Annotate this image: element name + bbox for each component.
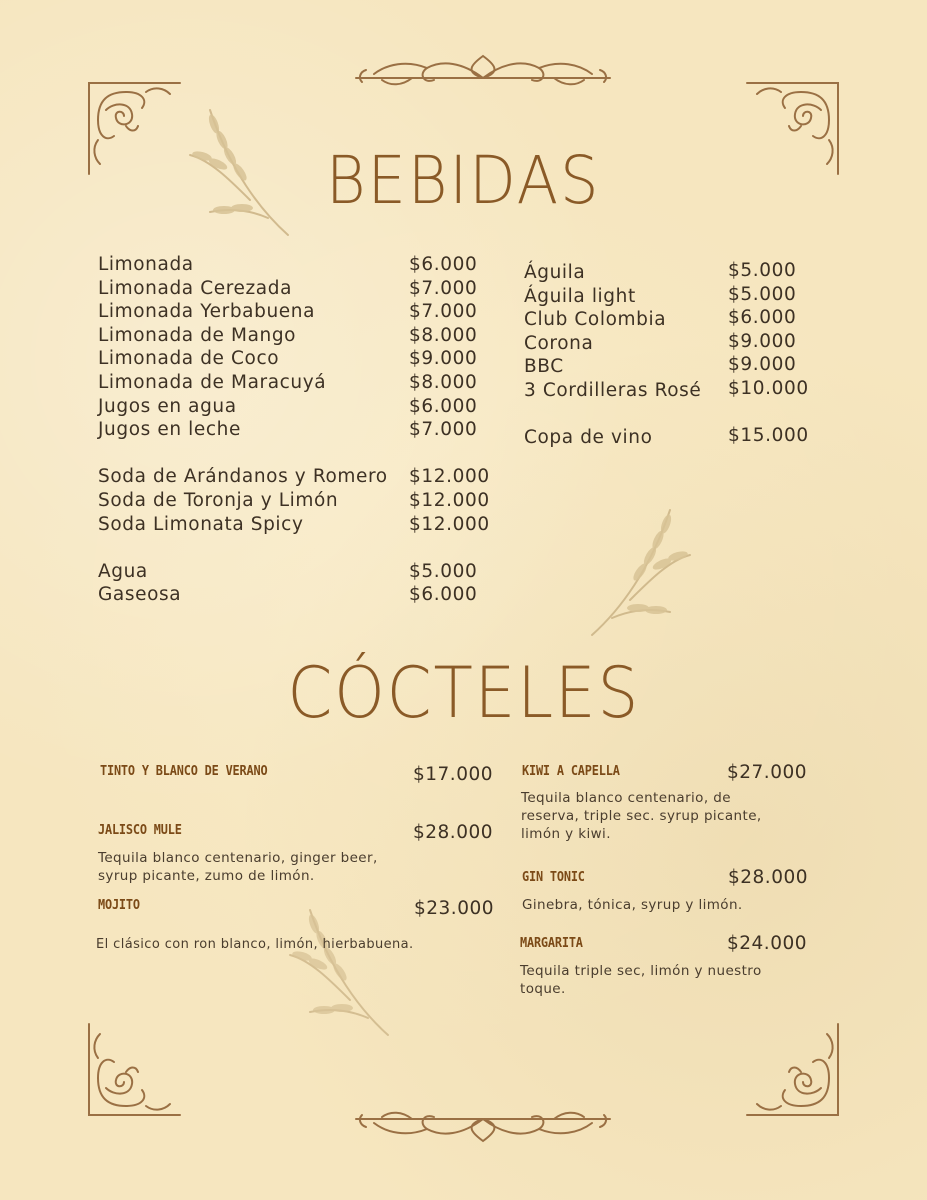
list-item: Limonada de Maracuyá $8.000 <box>98 371 478 393</box>
item-price: $6.000 <box>409 254 478 275</box>
cocktail-description: Ginebra, tónica, syrup y limón. <box>522 897 743 913</box>
item-price: $7.000 <box>409 277 478 299</box>
cocktail-name: JALISCO MULE <box>98 822 182 838</box>
list-spacer <box>524 403 824 427</box>
item-price: $8.000 <box>409 324 478 346</box>
cocktail-price: $28.000 <box>728 867 809 888</box>
list-item: Soda Limonata Spicy $12.000 <box>98 513 490 535</box>
item-price: $12.000 <box>409 513 490 535</box>
item-price: $6.000 <box>728 307 797 329</box>
list-item: Limonada de Coco $9.000 <box>98 348 478 370</box>
item-price: $9.000 <box>728 354 797 376</box>
item-price: $12.000 <box>409 489 490 511</box>
list-item: 3 Cordilleras Rosé $10.000 <box>524 377 809 401</box>
cocktail-name: MOJITO <box>98 897 140 913</box>
item-price: $5.000 <box>728 260 797 281</box>
flourish-bottom-icon <box>352 1105 614 1145</box>
list-spacer <box>98 536 498 560</box>
section-title-cocteles: CÓCTELES <box>287 652 640 734</box>
list-item: Limonada $6.000 <box>98 254 478 275</box>
bebidas-left-list <box>98 253 498 607</box>
wheat-sprig-icon <box>280 900 395 1044</box>
item-price: $9.000 <box>409 348 478 370</box>
item-price: $7.000 <box>409 419 478 441</box>
item-price: $5.000 <box>728 283 797 305</box>
corner-ornament-icon <box>745 1022 841 1118</box>
item-price: $6.000 <box>409 584 478 606</box>
list-item: Club Colombia $6.000 <box>524 307 797 331</box>
corner-ornament-icon <box>86 1022 182 1118</box>
cocktail-description: El clásico con ron blanco, limón, hierbabuena. <box>96 937 414 952</box>
list-item: Águila $5.000 <box>524 260 797 283</box>
item-price: $15.000 <box>728 425 809 447</box>
list-item: BBC $9.000 <box>524 354 797 378</box>
item-price: $10.000 <box>728 377 809 399</box>
list-item: Corona $9.000 <box>524 330 797 354</box>
cocktail-price: $27.000 <box>727 762 808 783</box>
item-price: $7.000 <box>409 301 478 323</box>
list-item: Soda de Arándanos y Romero $12.000 <box>98 466 490 488</box>
list-item: Jugos en leche $7.000 <box>98 419 478 441</box>
item-price: $5.000 <box>409 560 478 582</box>
cocktail-description: Tequila blanco centenario, de reserva, triple sec. syrup picante, limón y kiwi. <box>521 790 762 842</box>
cocktail-description: Tequila blanco centenario, ginger beer, syrup picante, zumo de limón. <box>98 850 378 884</box>
flourish-top-icon <box>352 52 614 92</box>
item-price: $9.000 <box>728 330 797 352</box>
cocktail-price: $23.000 <box>414 898 495 919</box>
list-spacer <box>98 442 498 466</box>
cocktail-price: $28.000 <box>413 822 494 843</box>
cocktail-name: MARGARITA <box>520 935 583 951</box>
cocktail-price: $17.000 <box>413 764 494 785</box>
list-item: Limonada de Mango $8.000 <box>98 324 478 346</box>
cocktail-price: $24.000 <box>727 933 808 954</box>
list-item: Gaseosa $6.000 <box>98 584 478 606</box>
list-item: Copa de vino $15.000 <box>524 425 809 449</box>
bebidas-right-list <box>524 261 824 450</box>
item-price: $8.000 <box>409 371 478 393</box>
list-item: Limonada Yerbabuena $7.000 <box>98 301 478 323</box>
cocktail-name: GIN TONIC <box>522 869 585 885</box>
list-item: Águila light $5.000 <box>524 283 797 307</box>
cocktail-description: Tequila triple sec, limón y nuestro toque. <box>520 963 762 997</box>
item-price: $6.000 <box>409 395 478 417</box>
cocktail-name: KIWI A CAPELLA <box>522 763 620 779</box>
wheat-sprig-icon <box>585 500 700 644</box>
section-title-bebidas: BEBIDAS <box>326 142 601 219</box>
list-item: Jugos en agua $6.000 <box>98 395 478 417</box>
item-price: $12.000 <box>409 466 490 488</box>
list-item: Soda de Toronja y Limón $12.000 <box>98 489 490 511</box>
cocktail-name: TINTO Y BLANCO DE VERANO <box>100 763 268 779</box>
list-item: Limonada Cerezada $7.000 <box>98 277 478 299</box>
list-item: Agua $5.000 <box>98 560 478 582</box>
